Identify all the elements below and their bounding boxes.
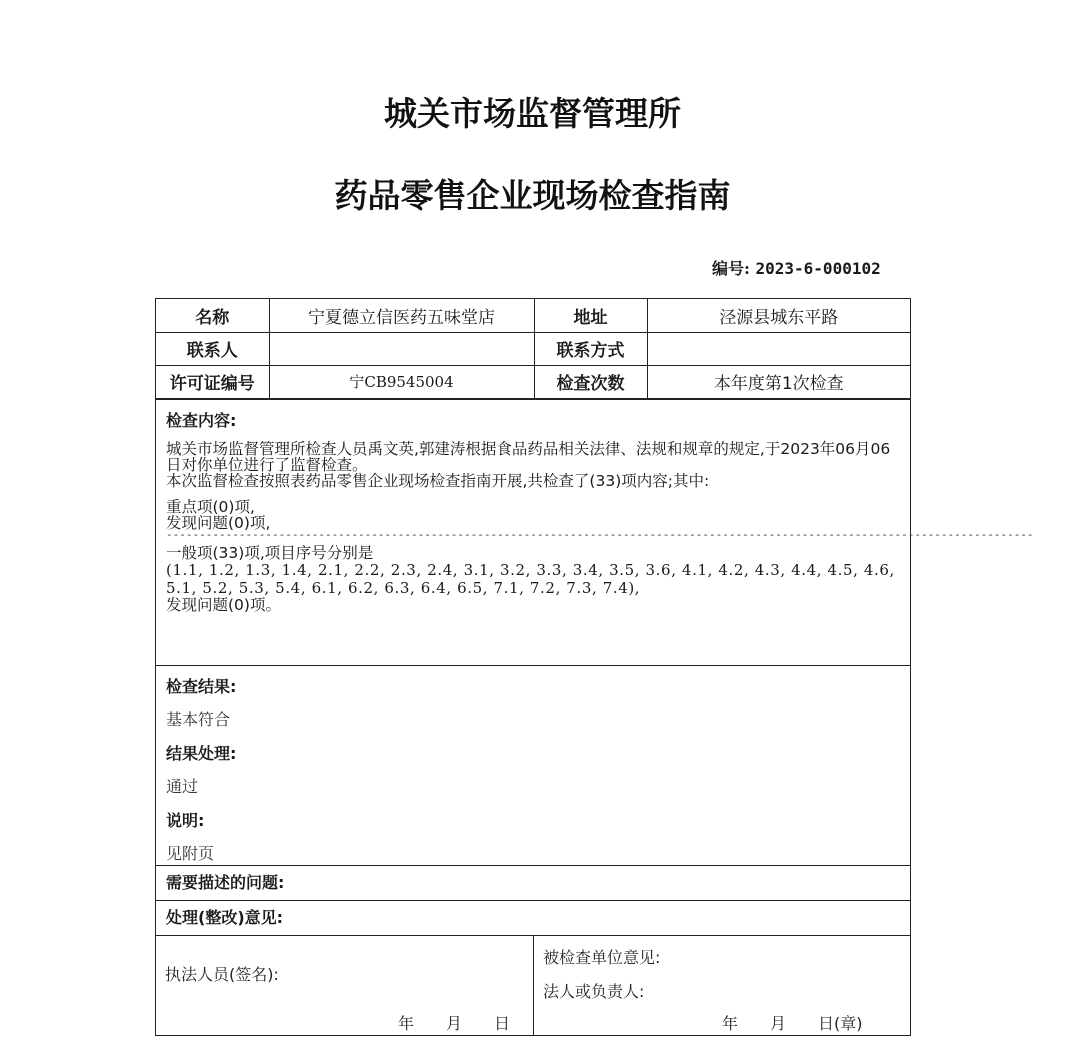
contact-value: [269, 332, 534, 365]
issues-label: 需要描述的问题:: [166, 872, 285, 892]
table-row: [156, 365, 910, 398]
count-value: 本年度第1次检查: [647, 365, 910, 398]
legal-person-label: 法人或负责人:: [543, 981, 645, 1001]
result-label: 检查结果:: [166, 676, 237, 696]
signature-section: [156, 935, 910, 1035]
opinion-label: 处理(整改)意见:: [166, 907, 284, 927]
phone-label: 联系方式: [534, 332, 647, 365]
handling-value: 通过: [166, 777, 199, 796]
content-title: 检查内容:: [166, 410, 237, 430]
result-value: 基本符合: [166, 710, 231, 729]
inspection-form: [155, 298, 1034, 1036]
address-label: 地址: [534, 299, 647, 332]
key-problems: 发现问题(0)项,: [166, 513, 271, 532]
doc-number-value: 2023-6-000102: [755, 259, 881, 278]
officer-date: 年 月 日: [398, 1013, 511, 1033]
note-value: 见附页: [166, 844, 215, 863]
handling-label: 结果处理:: [166, 743, 237, 763]
unit-opinion-cell: [534, 936, 910, 1035]
divider: -----------------------------------------------------------------------------------------------------------------------------------: [166, 527, 1034, 541]
license-label: 许可证编号: [156, 365, 269, 398]
doc-number-label: 编号:: [712, 259, 750, 278]
name-label: 名称: [156, 299, 269, 332]
note-label: 说明:: [166, 810, 205, 830]
content-para-1: 城关市场监督管理所检查人员禹文英,郭建涛根据食品药品相关法律、法规和规章的规定,于2023年06月06日对你单位进行了监督检查。: [166, 439, 891, 474]
content-para-2: 本次监督检查按照表药品零售企业现场检查指南开展,共检查了(33)项内容;其中:: [166, 471, 710, 490]
results-section: [156, 665, 910, 865]
doc-number: [712, 256, 881, 279]
officer-signature-cell: [156, 936, 534, 1035]
unit-date: 年 月 日(章): [722, 1013, 863, 1033]
table-row: [156, 332, 910, 365]
contact-label: 联系人: [156, 332, 269, 365]
general-problems: 发现问题(0)项。: [166, 595, 281, 614]
inspection-content-section: [156, 399, 1034, 665]
unit-opinion-label: 被检查单位意见:: [543, 947, 661, 967]
address-value: 泾源县城东平路: [647, 299, 910, 332]
issues-row: [156, 865, 910, 900]
name-value: 宁夏德立信医药五味堂店: [269, 299, 534, 332]
license-value: 宁CB9545004: [269, 365, 534, 398]
general-items: 一般项(33)项,项目序号分别是: [166, 543, 374, 562]
document-subtitle: 药品零售企业现场检查指南: [334, 176, 731, 215]
officer-label: 执法人员(签名):: [165, 964, 279, 984]
document-title: 城关市场监督管理所: [384, 94, 681, 133]
table-row: [156, 299, 910, 332]
count-label: 检查次数: [534, 365, 647, 398]
info-table: [156, 299, 910, 399]
key-items: 重点项(0)项,: [166, 497, 255, 516]
general-item-list: (1.1, 1.2, 1.3, 1.4, 2.1, 2.2, 2.3, 2.4, 3.1, 3.2, 3.3, 3.4, 3.5, 3.6, 4.1, 4.2, 4.3, 4.4, 4.5, 4.6, 5.1, 5.2, 5.3, 5.4, 6.1, 6.2, 6.3, 6.4, 6.5, 7.1, 7.2, 7.3, 7.4),: [166, 560, 895, 597]
phone-value: [647, 332, 910, 365]
opinion-row: [156, 900, 910, 935]
